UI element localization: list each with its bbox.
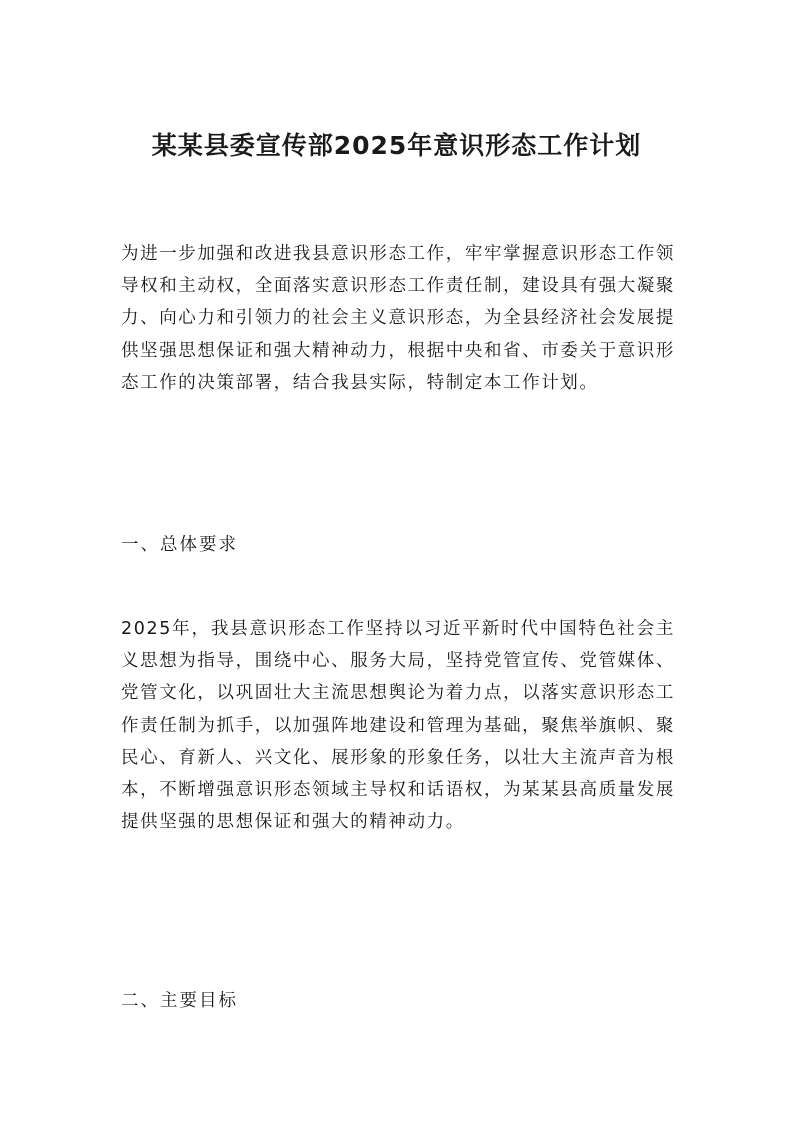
general-requirements-paragraph: 2025年，我县意识形态工作坚持以习近平新时代中国特色社会主义思想为指导，围绕中心、服务大局，坚持党管宣传、党管媒体、党管文化，以巩固壮大主流思想舆论为着力点，以落实意识形态工作责任制为抓手，以加强阵地建设和管理为基础，聚焦举旗帜、聚民心、育新人、兴文化、展形象的形象任务，以壮大主流声音为根本，不断增强意识形态领域主导权和话语权，为某某县高质量发展提供坚强的思想保证和强大的精神动力。 (121, 619, 675, 833)
section-heading-general-requirements: 一、总体要求 (121, 535, 238, 555)
intro-paragraph: 为进一步加强和改进我县意识形态工作，牢牢掌握意识形态工作领导权和主动权，全面落实意识形态工作责任制，建设具有强大凝聚力、向心力和引领力的社会主义意识形态，为全县经济社会发展提供坚强思想保证和强大精神动力，根据中央和省、市委关于意识形态工作的决策部署，结合我县实际，特制定本工作计划。 (121, 244, 675, 393)
document-title: 某某县委宣传部2025年意识形态工作计划 (151, 131, 642, 160)
section-heading-main-goals: 二、主要目标 (121, 991, 238, 1011)
